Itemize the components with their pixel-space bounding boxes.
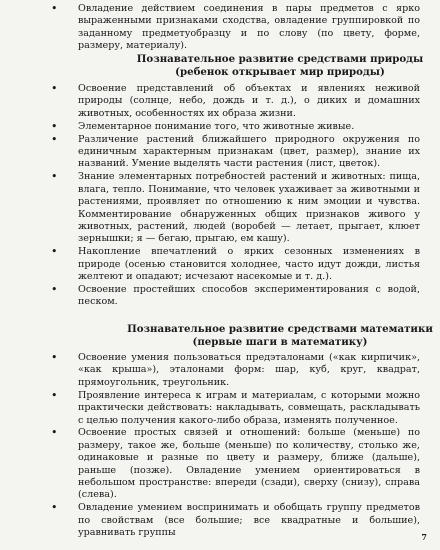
- list-item-text: Проявление интереса к играм и материалам, с которыми можно практически действовать: накладывать, совмещать, раскладывать с целью получения какого-либо образа, изменять полученное.: [78, 389, 420, 426]
- bullet-icon: •: [51, 82, 58, 95]
- bullet-icon: •: [51, 2, 58, 15]
- list-item: [0, 284, 440, 309]
- list-item-text: Знание элементарных потребностей растений и животных: пища, влага, тепло. Понимание, что человек ухаживает за животными и растениями, проявляет по отношению к ним эмоции и чувства. Комментирование обнаруженных общих признаков живого у животных, растений, людей (воробей — летает, прыгает, клюет зернышки; я — бегаю, прыгаю, ем кашу).: [78, 171, 420, 245]
- list-item-text: Освоение представлений об объектах и явлениях неживой природы (солнце, небо, дождь и т. д.), о диких и домашних животных, особенностях их образа жизни.: [78, 83, 420, 119]
- list-item-text: Освоение простейших способов экспериментирования с водой, песком.: [78, 284, 420, 308]
- bullet-icon: •: [51, 426, 58, 440]
- bullet-icon: •: [51, 170, 58, 184]
- list-item-text: Освоение умения пользоваться предэталонами («как кирпичик», «как крыша»), эталонами форм: шар, куб, круг, квадрат, прямоугольник, треугольник.: [78, 352, 420, 388]
- bullet-icon: •: [51, 132, 58, 146]
- list-item-text: Различение растений ближайшего природного окружения по единичным характерным признакам (цвет, размер), знание их названий. Умение выделять части растения (лист, цветок).: [78, 133, 420, 170]
- bullet-icon: •: [51, 351, 58, 364]
- page-number: 7: [421, 532, 427, 542]
- list-item: [0, 121, 440, 133]
- bullet-icon: •: [51, 388, 58, 402]
- list-item: [0, 246, 440, 283]
- list-section-0: [0, 3, 440, 53]
- list-item: [0, 427, 440, 501]
- list-section-math: [0, 352, 440, 540]
- heading-line: Познавательное развитие средствами математики: [127, 323, 433, 335]
- list-item: [0, 171, 440, 245]
- section-heading-math: [0, 323, 440, 348]
- list-item-text: Элементарное понимание того, что животные живые.: [78, 120, 355, 132]
- list-item: [0, 134, 440, 171]
- bullet-icon: •: [51, 501, 58, 515]
- list-section-nature: [0, 83, 440, 309]
- list-item: [0, 390, 440, 427]
- heading-subline: (ребенок открывает мир природы): [175, 65, 385, 78]
- heading-subline: (первые шаги в математику): [192, 335, 368, 348]
- bullet-icon: •: [51, 119, 58, 133]
- list-item: [0, 502, 440, 539]
- bullet-icon: •: [51, 283, 58, 296]
- section-heading-nature: [0, 53, 440, 78]
- list-item: [0, 352, 440, 389]
- bullet-icon: •: [51, 245, 58, 259]
- list-item-text: Овладение действием соединения в пары предметов с ярко выраженными признаками сходства, овладение группировкой по заданному предметуобразцу и по слову (по цвету, форме, размеру, материалу).: [78, 3, 420, 52]
- list-item: [0, 3, 440, 53]
- list-item-text: Накопление впечатлений о ярких сезонных изменениях в природе (осенью становится холоднее, часто идут дожди, листья желтеют и опадают; исчезают насекомые и т. д.).: [78, 246, 420, 283]
- list-item-text: Овладение умением воспринимать и обобщать группу предметов по свойствам (все большие; все квадратные и большие), уравнивать группы: [78, 502, 420, 539]
- list-item-text: Освоение простых связей и отношений: больше (меньше) по размеру, такое же, больше (меньше) по количеству, столько же, одинаковые и разные по цвету и размеру, ближе (дальше), раньше (позже). Овладение умением ориентироваться в небольшом пространстве: впереди (сзади), сверху (снизу), справа (слева).: [78, 427, 420, 501]
- heading-line: Познавательное развитие средствами природы: [136, 53, 424, 65]
- list-item: [0, 83, 440, 120]
